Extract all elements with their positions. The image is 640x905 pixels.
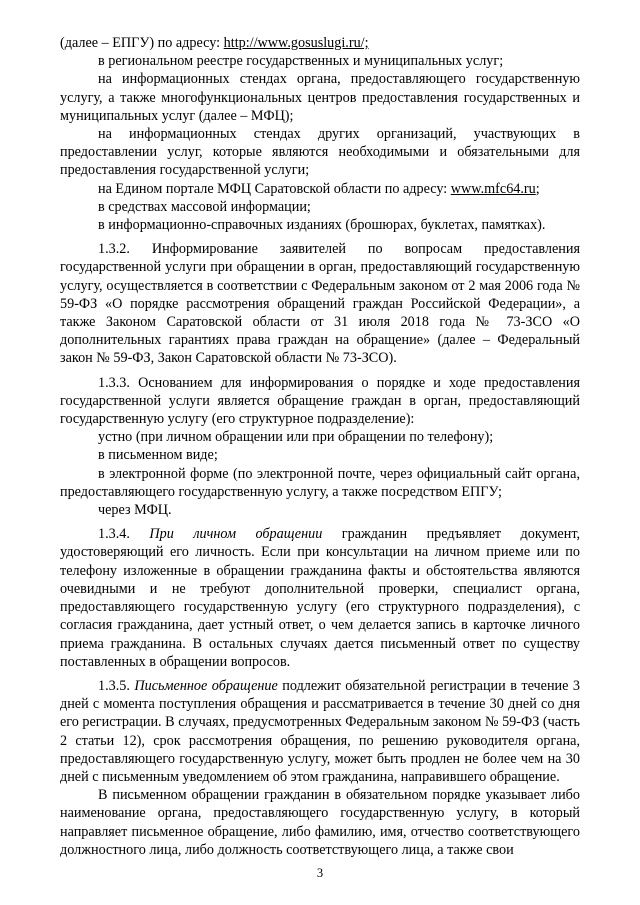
paragraph-regional-registry: в региональном реестре государственных и муниципальных услуг; [98,53,504,70]
text-mfc-suffix: ; [535,180,540,197]
text-epgu-prefix: (далее – ЕПГУ) по адресу: [60,35,224,51]
paragraph-oral: устно (при личном обращении или при обращении по телефону); [98,429,494,446]
text-1-3-5-body: подлежит обязательной регистрации в течение 3 дней с момента поступления обращения и рассматривается в течение 30 дней со дня его регистрации. В случаях, предусмотренных Федеральным законом № 59-ФЗ (часть 2 статьи 12), срок рассмотрения обращения, по решению руководителя органа, предоставляющего государственную услугу, может быть продлен не более чем на 30 дней с письменным уведомлением об этом гражданина, направившего обращение. [60,677,581,785]
text-mfc-prefix: на Едином портале МФЦ Саратовской области по адресу: [98,180,451,197]
paragraph-written: в письменном виде; [98,447,218,464]
link-mfc64[interactable]: www.mfc64.ru [450,180,536,197]
paragraph-reference-publications: в информационно-справочных изданиях (брошюрах, буклетах, памятках). [98,217,546,234]
paragraph-mfc-portal [60,180,580,198]
paragraph-written-request-requirements: В письменном обращении гражданин в обязательном порядке указывает либо наименование органа, предоставляющего государственную услугу, в который направляет письменное обращение, либо фамилию, имя, отчество соответствующего должностного лица, либо должность соответствующего лица, а также свои [60,787,580,858]
paragraph-electronic: в электронной форме (по электронной почте, через официальный сайт органа, предоставляющего государственную услугу, а также посредством ЕПГУ; [60,465,580,500]
paragraph-1-3-5 [60,677,580,786]
paragraph-1-3-4 [60,525,580,671]
link-gosuslugi[interactable]: http://www.gosuslugi.ru/; [223,35,369,51]
paragraph-info-stands-organ: на информационных стендах органа, предоставляющего государственную услугу, а также многофункциональных центров предоставления государственных и муниципальных услуг (далее – МФЦ); [60,71,580,124]
paragraph-1-3-2: 1.3.2. Информирование заявителей по вопросам предоставления государственной услуги при обращении в орган, предоставляющий государственную услугу, осуществляется в соответствии с Федеральным законом от 2 мая 2006 года № 59-ФЗ «О порядке рассмотрения обращений граждан Российской Федерации», а также Законом Саратовской области от 31 июля 2018 года № 73-ЗСО «О дополнительных гарантиях права граждан на обращение» (далее – Федеральный закон № 59-ФЗ, Закон Саратовской области № 73-ЗСО). [60,241,580,367]
paragraph-mass-media: в средствах массовой информации; [98,198,311,215]
page-number: 3 [316,866,324,880]
paragraph-epgu-address [60,34,580,52]
paragraph-via-mfc: через МФЦ. [98,502,172,519]
text-personal-visit-italic: При личном обращении [149,526,323,543]
paragraph-1-3-3: 1.3.3. Основанием для информирования о порядке и ходе предоставления государственной услуги является обращение граждан в орган, предоставляющий государственную услугу (его структурное подразделение): [60,374,580,428]
text-1-3-4-number: 1.3.4. [98,526,150,543]
text-written-request-italic: Письменное обращение [134,677,278,694]
document-body [60,34,580,859]
paragraph-info-stands-other: на информационных стендах других организаций, участвующих в предоставлении услуг, которые являются необходимыми и обязательными для предоставления государственной услуги; [60,126,580,179]
text-1-3-5-number: 1.3.5. [98,677,135,694]
text-1-3-4-body: гражданин предъявляет документ, удостоверяющий его личность. Если при консультации на личном приеме или по телефону изложенные в обращении гражданина факты и обстоятельства являются очевидными и не требуют дополнительной проверки, специалист органа, предоставляющего государственную услугу (его структурного подразделения), с согласия гражданина, дает устный ответ, о чем делается запись в карточке личного приема гражданина. В остальных случаях дается письменный ответ по существу поставленных в обращении вопросов. [60,526,580,670]
